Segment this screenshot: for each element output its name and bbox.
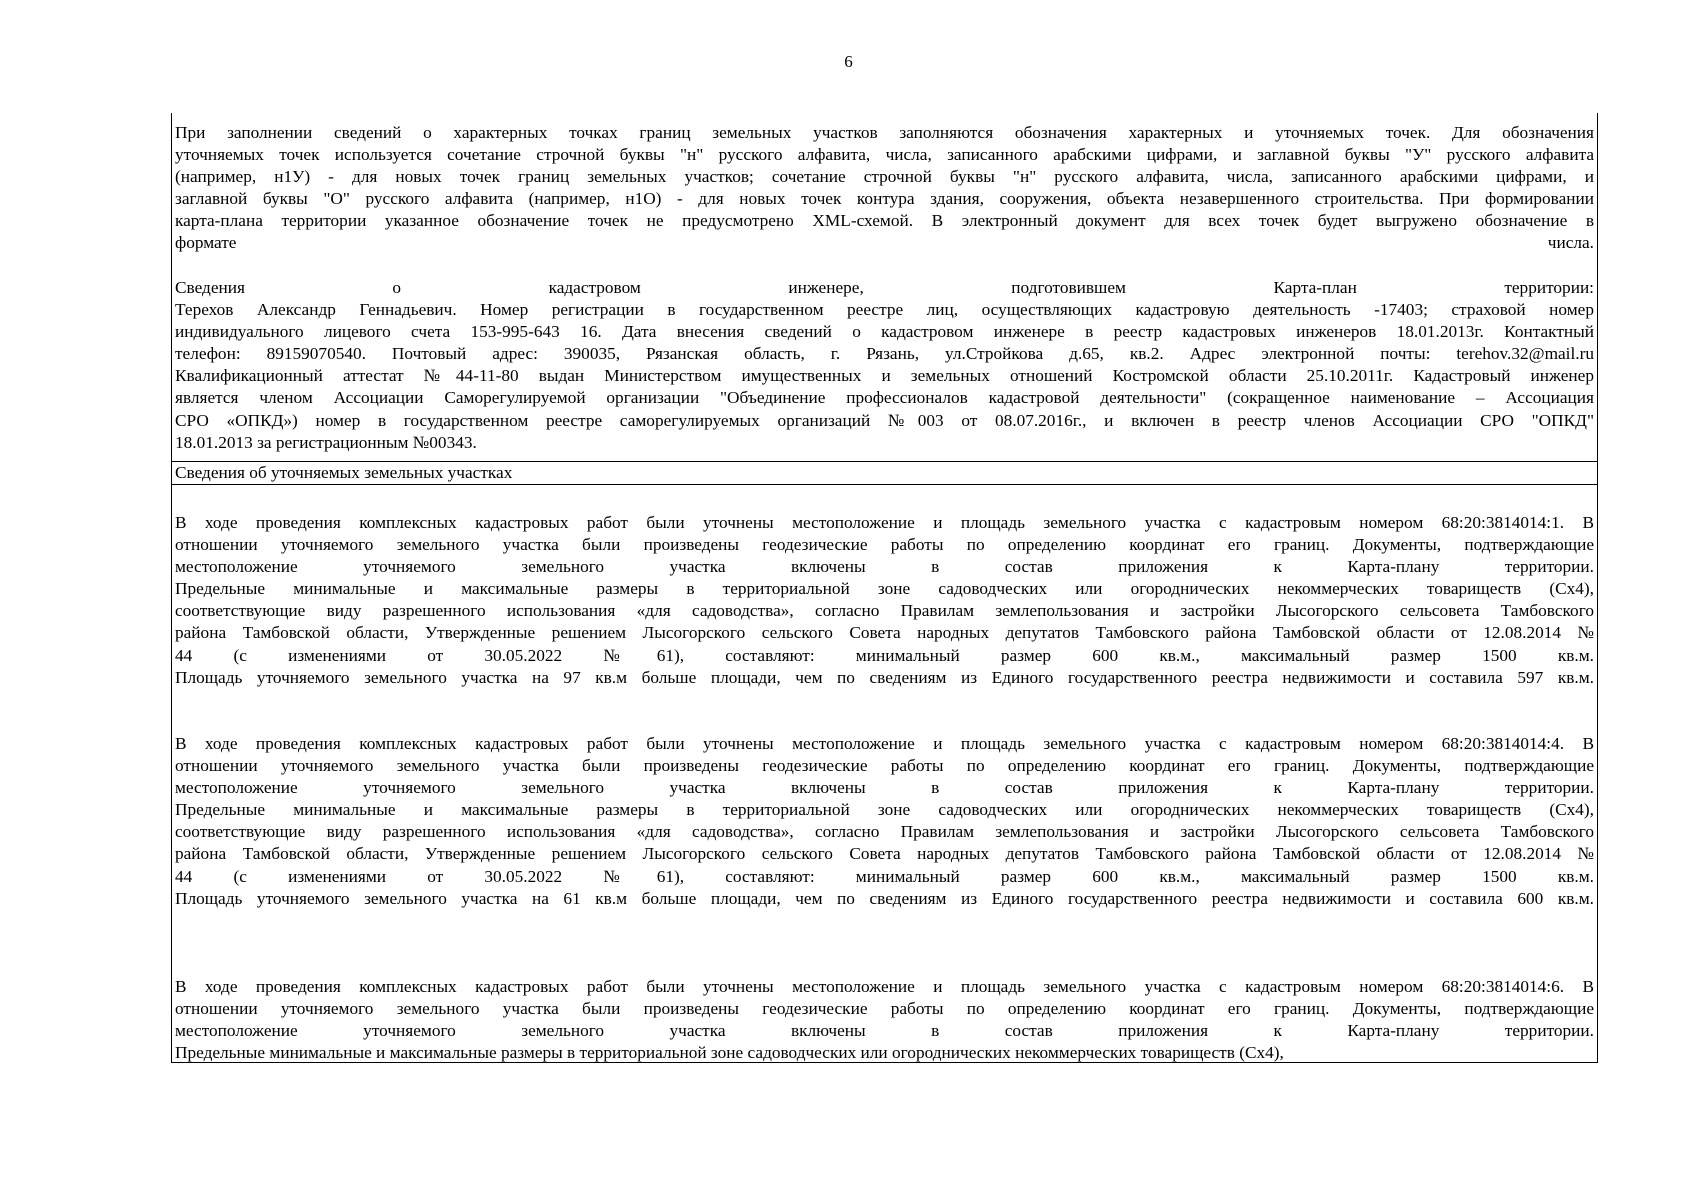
text-line: Предельные минимальные и максимальные размеры в территориальной зоне садоводческих или огороднических некоммерческих товариществ (Сх4), <box>175 800 1594 820</box>
text-line: Площадь уточняемого земельного участка на 97 кв.м больше площади, чем по сведениям из Единого государственного реестра недвижимости и составила 597 кв.м. <box>175 667 1594 687</box>
text-line: соответствующие виду разрешенного использования «для садоводства», согласно Правилам землепользования и застройки Лысогорского сельсовета Тамбовского <box>175 822 1594 842</box>
text-line: Предельные минимальные и максимальные размеры в территориальной зоне садоводческих или огороднических некоммерческих товариществ (Сх4), <box>175 579 1594 599</box>
section-header: Сведения об уточняемых земельных участках <box>172 461 1597 485</box>
text-line: В ходе проведения комплексных кадастровых работ были уточнены местоположение и площадь земельного участка с кадастровым номером 68:20:3814014:6. В <box>175 977 1594 996</box>
text-line: телефон: 89159070540. Почтовый адрес: 390035, Рязанская область, г. Рязань, ул.Стройкова д.65, кв.2. Адрес электронной почты: terehov.32@mail.ru <box>175 344 1594 364</box>
text-line: В ходе проведения комплексных кадастровых работ были уточнены местоположение и площадь земельного участка с кадастровым номером 68:20:3814014:4. В <box>175 734 1594 753</box>
text-line: уточняемых точек используется сочетание строчной буквы "н" русского алфавита, числа, записанного арабскими цифрами, и заглавной буквы "У" русского алфавита <box>175 145 1594 165</box>
text-line: В ходе проведения комплексных кадастровых работ были уточнены местоположение и площадь земельного участка с кадастровым номером 68:20:3814014:1. В <box>175 513 1594 532</box>
parcel-paragraph-1 <box>175 512 1594 689</box>
text-line: соответствующие виду разрешенного использования «для садоводства», согласно Правилам землепользования и застройки Лысогорского сельсовета Тамбовского <box>175 601 1594 621</box>
text-line: индивидуального лицевого счета 153-995-643 16. Дата внесения сведений о кадастровом инженере в реестр кадастровых инженеров 18.01.2013г. Контактный <box>175 322 1594 342</box>
text-line: заглавной буквы "О" русского алфавита (например, н1О) - для новых точек контура здания, сооружения, объекта незавершенного строительства. При формировании <box>175 189 1594 209</box>
text-line: Площадь уточняемого земельного участка на 61 кв.м больше площади, чем по сведениям из Единого государственного реестра недвижимости и составила 600 кв.м. <box>175 888 1594 908</box>
text-line: СРО «ОПКД») номер в государственном реестре саморегулируемых организаций №003 от 08.07.2016г., и включен в реестр членов Ассоциации СРО "ОПКД" <box>175 410 1594 430</box>
text-line: формате числа. <box>175 233 1594 253</box>
text-line: При заполнении сведений о характерных точках границ земельных участков заполняются обозначения характерных и уточняемых точек. Для обозначения <box>175 123 1594 142</box>
text-line: (например, н1У) - для новых точек границ земельных участков; сочетание строчной буквы "н" русского алфавита, числа, записанного арабскими цифрами, и <box>175 167 1594 187</box>
text-line: является членом Ассоциации Саморегулируемой организации "Объединение профессионалов кадастровой деятельности" (сокращенное наименование – Ассоциация <box>175 388 1594 408</box>
parcel-paragraph-3 <box>175 976 1594 1064</box>
text-line: отношении уточняемого земельного участка были произведены геодезические работы по определению координат его границ. Документы, подтверждающие <box>175 999 1594 1019</box>
text-line: 44 (с изменениями от 30.05.2022 №61), составляют: минимальный размер 600 кв.м., максимальный размер 1500 кв.м. <box>175 645 1594 665</box>
text-line: района Тамбовской области, Утвержденные решением Лысогорского сельского Совета народных депутатов Тамбовского района Тамбовской области от 12.08.2014 № <box>175 844 1594 864</box>
engineer-info-paragraph <box>175 277 1594 454</box>
text-line: 18.01.2013 за регистрационным №00343. <box>175 432 477 452</box>
text-line: местоположение уточняемого земельного участка включены в состав приложения к Карта-плану территории. <box>175 1021 1594 1041</box>
points-note-paragraph <box>175 122 1594 255</box>
parcel-paragraph-2 <box>175 733 1594 910</box>
text-line: Сведения о кадастровом инженере, подготовившем Карта-план территории: <box>175 278 1594 297</box>
text-line: Терехов Александр Геннадьевич. Номер регистрации в государственном реестре лиц, осуществляющих кадастровую деятельность -17403; страховой номер <box>175 300 1594 320</box>
text-line: карта-плана территории указанное обозначение точек не предусмотрено XML-схемой. В электронный документ для всех точек будет выгружено обозначение в <box>175 211 1594 231</box>
page-number: 6 <box>844 52 853 71</box>
text-line: Предельные минимальные и максимальные размеры в территориальной зоне садоводческих или огороднических некоммерческих товариществ (Сх4), <box>175 1043 1284 1063</box>
text-line: местоположение уточняемого земельного участка включены в состав приложения к Карта-плану территории. <box>175 557 1594 577</box>
text-line: отношении уточняемого земельного участка были произведены геодезические работы по определению координат его границ. Документы, подтверждающие <box>175 535 1594 555</box>
text-line: 44 (с изменениями от 30.05.2022 №61), составляют: минимальный размер 600 кв.м., максимальный размер 1500 кв.м. <box>175 866 1594 886</box>
text-line: отношении уточняемого земельного участка были произведены геодезические работы по определению координат его границ. Документы, подтверждающие <box>175 756 1594 776</box>
text-line: местоположение уточняемого земельного участка включены в состав приложения к Карта-плану территории. <box>175 778 1594 798</box>
document-frame <box>171 113 1598 1063</box>
text-line: Квалификационный аттестат №44-11-80 выдан Министерством имущественных и земельных отношений Костромской области 25.10.2011г. Кадастровый инженер <box>175 366 1594 386</box>
text-line: района Тамбовской области, Утвержденные решением Лысогорского сельского Совета народных депутатов Тамбовского района Тамбовской области от 12.08.2014 № <box>175 623 1594 643</box>
